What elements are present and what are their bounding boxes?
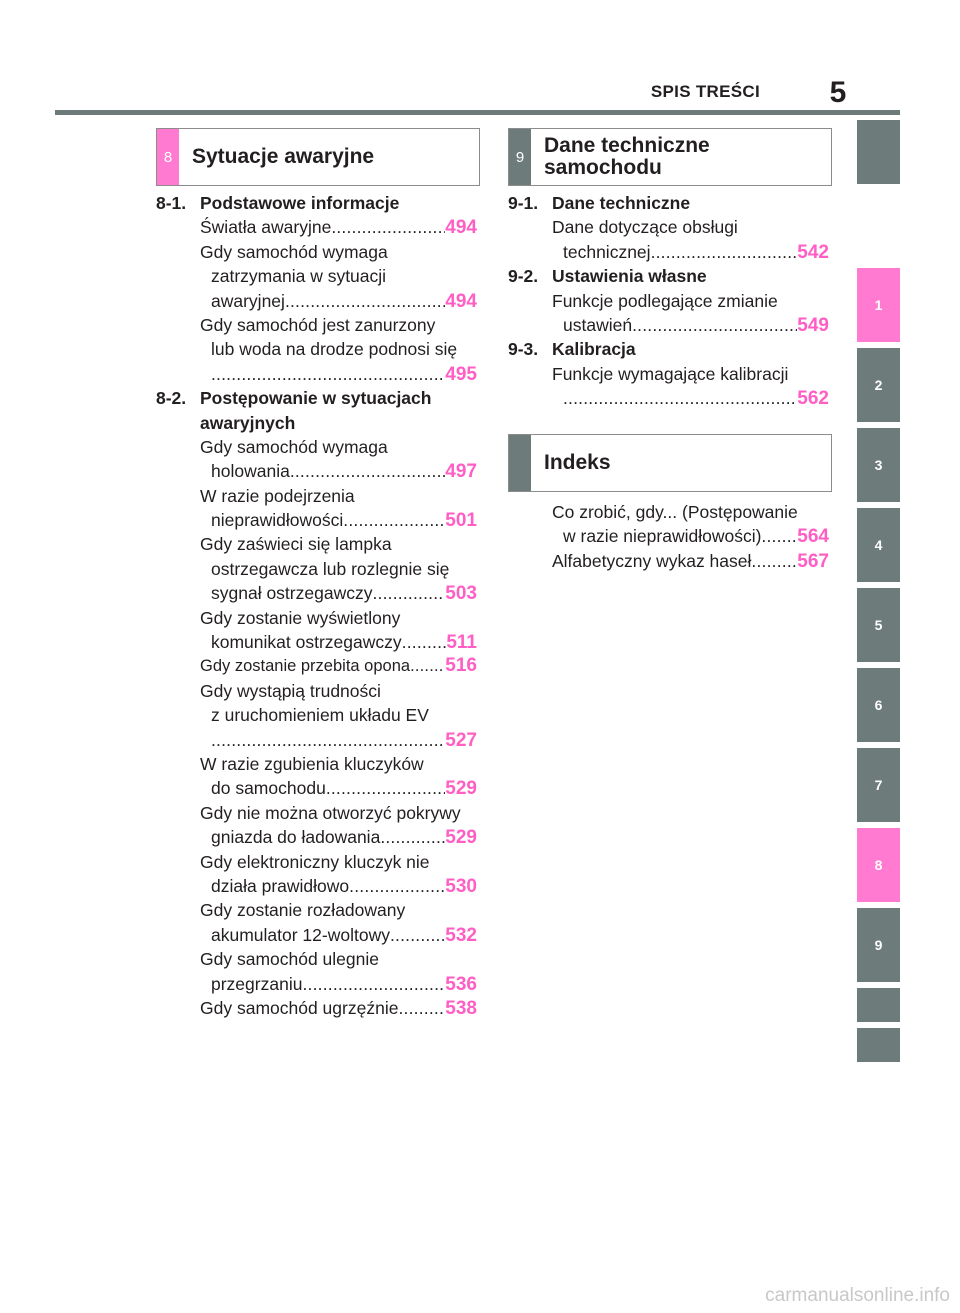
- toc-entry-line[interactable]: Gdy elektroniczny kluczyk nie: [200, 851, 430, 872]
- toc-entry-line[interactable]: Dane dotyczące obsługi: [552, 217, 738, 238]
- toc-entry[interactable]: holowania ..... 497: [156, 459, 477, 483]
- side-tab-6[interactable]: 6: [857, 668, 900, 742]
- side-tab-9[interactable]: 9: [857, 908, 900, 982]
- index-toc: [508, 500, 829, 573]
- toc-entry[interactable]: [156, 362, 477, 386]
- toc-subheading-number: 9-3.: [508, 339, 539, 360]
- page-ref[interactable]: 529: [445, 827, 477, 849]
- page-ref[interactable]: 562: [797, 388, 829, 410]
- side-tab-3[interactable]: 3: [857, 428, 900, 502]
- page-ref[interactable]: 549: [797, 314, 829, 336]
- toc-entry[interactable]: awaryjnej ..... 494: [156, 289, 477, 313]
- toc-entry[interactable]: ustawień ..... 549: [508, 313, 829, 337]
- toc-subheading-title: Podstawowe informacje: [200, 193, 400, 213]
- toc-entry[interactable]: gniazda do ładowania ..... 529: [156, 825, 477, 849]
- toc-entry-line[interactable]: Gdy zaświeci się lampka: [200, 534, 392, 555]
- toc-subheading[interactable]: [508, 264, 829, 288]
- toc-entry[interactable]: Gdy samochód ugrzęźnie ..... 538: [156, 996, 477, 1020]
- side-tab-4[interactable]: 4: [857, 508, 900, 582]
- toc-subheading-number: 9-1.: [508, 193, 539, 213]
- toc-entry[interactable]: komunikat ostrzegawczy ..... 511: [156, 630, 477, 654]
- toc-entry-line[interactable]: Gdy samochód jest zanurzony: [200, 314, 436, 335]
- toc-entry-line[interactable]: Gdy wystąpią trudności: [200, 680, 381, 701]
- toc-entry[interactable]: akumulator 12-woltowy ..... 532: [156, 923, 477, 947]
- toc-entry[interactable]: Alfabetyczny wykaz haseł ..... 567: [508, 549, 829, 573]
- side-tab-blank-1[interactable]: [857, 988, 900, 1022]
- index-tab: [509, 435, 531, 491]
- section-8-heading: [156, 128, 480, 186]
- toc-entry[interactable]: technicznej ..... 542: [508, 240, 829, 264]
- toc-entry[interactable]: Gdy zostanie przebita opona ..... 516: [156, 654, 477, 678]
- side-tab-7[interactable]: 7: [857, 748, 900, 822]
- toc-entry-line[interactable]: ostrzegawcza lub rozlegnie się: [211, 558, 450, 579]
- index-heading: [508, 434, 832, 492]
- page-ref[interactable]: 536: [445, 973, 477, 995]
- header-rule: [55, 110, 900, 115]
- toc-subheading[interactable]: [156, 386, 477, 410]
- toc-subheading[interactable]: [508, 191, 829, 215]
- section-9-toc: [508, 191, 829, 411]
- page-ref[interactable]: 494: [445, 217, 477, 239]
- toc-subheading-number: 8-1.: [156, 193, 187, 213]
- toc-entry-line[interactable]: Gdy zostanie wyświetlony: [200, 607, 401, 628]
- section-8-toc: [156, 191, 477, 1020]
- toc-entry[interactable]: do samochodu ..... 529: [156, 776, 477, 800]
- toc-entry-line[interactable]: Co zrobić, gdy... (Postępowanie: [552, 502, 798, 522]
- toc-entry-line[interactable]: z uruchomieniem układu EV: [211, 705, 429, 726]
- toc-subheading-title[interactable]: awaryjnych: [200, 412, 296, 433]
- toc-subheading-number: 8-2.: [156, 388, 187, 409]
- page-ref[interactable]: 497: [445, 461, 477, 483]
- page-number: 5: [829, 76, 847, 109]
- page-header-title: SPIS TREŚCI: [650, 82, 760, 101]
- toc-entry[interactable]: [156, 728, 477, 752]
- toc-subheading[interactable]: [156, 191, 477, 215]
- side-tab-8[interactable]: 8: [857, 828, 900, 902]
- page-ref[interactable]: 542: [797, 241, 829, 263]
- toc-entry-line[interactable]: Funkcje podlegające zmianie: [552, 290, 778, 311]
- section-9-tab: 9: [509, 129, 531, 185]
- toc-entry-line[interactable]: W razie podejrzenia: [200, 485, 355, 506]
- toc-entry[interactable]: nieprawidłowości ..... 501: [156, 508, 477, 532]
- toc-subheading[interactable]: [508, 337, 829, 361]
- section-9-title: Dane techniczne samochodu: [544, 134, 710, 179]
- page-ref[interactable]: 527: [445, 729, 477, 751]
- toc-subheading-title: Postępowanie w sytuacjach: [200, 388, 432, 409]
- page-ref[interactable]: 511: [446, 632, 477, 654]
- page-ref[interactable]: 494: [445, 290, 477, 312]
- toc-entry-line[interactable]: Gdy zostanie rozładowany: [200, 900, 406, 921]
- toc-entry-line[interactable]: lub woda na drodze podnosi się: [211, 339, 458, 360]
- section-8-title: Sytuacje awaryjne: [192, 145, 375, 168]
- toc-entry-line[interactable]: Gdy samochód ulegnie: [200, 949, 379, 970]
- toc-entry-line[interactable]: zatrzymania w sytuacji: [211, 266, 387, 287]
- toc-subheading-title: Ustawienia własne: [552, 266, 707, 287]
- page-ref[interactable]: 529: [445, 778, 477, 800]
- toc-subheading-title: Dane techniczne: [552, 193, 691, 213]
- page-ref[interactable]: 516: [445, 655, 477, 677]
- side-tab-1[interactable]: 1: [857, 268, 900, 342]
- page-ref[interactable]: 532: [445, 924, 477, 946]
- page-ref[interactable]: 538: [445, 997, 477, 1019]
- page-ref[interactable]: 567: [797, 550, 829, 572]
- page-ref[interactable]: 495: [445, 363, 477, 385]
- section-8-tab: 8: [157, 129, 179, 185]
- side-tab-blank-2[interactable]: [857, 1028, 900, 1062]
- page-ref[interactable]: 564: [797, 526, 829, 548]
- index-title: Indeks: [544, 451, 611, 474]
- toc-entry[interactable]: przegrzaniu ..... 536: [156, 972, 477, 996]
- toc-subheading-title: Kalibracja: [552, 339, 636, 360]
- toc-entry[interactable]: [508, 386, 829, 410]
- toc-entry-line[interactable]: Funkcje wymagające kalibracji: [552, 363, 789, 384]
- side-tab-5[interactable]: 5: [857, 588, 900, 662]
- page-ref[interactable]: 530: [445, 875, 477, 897]
- toc-entry[interactable]: Światła awaryjne ..... 494: [156, 215, 477, 239]
- toc-entry[interactable]: w razie nieprawidłowości) ..... 564: [508, 524, 829, 548]
- side-tab-blank-top[interactable]: [857, 120, 900, 184]
- side-tab-2[interactable]: 2: [857, 348, 900, 422]
- toc-entry-line[interactable]: W razie zgubienia kluczyków: [200, 753, 424, 774]
- toc-entry-line[interactable]: Gdy nie można otworzyć pokrywy: [200, 802, 461, 823]
- watermark: carmanualsonline.info: [765, 1285, 950, 1306]
- toc-entry-line[interactable]: Gdy samochód wymaga: [200, 436, 388, 457]
- toc-entry-line[interactable]: Gdy samochód wymaga: [200, 241, 388, 262]
- section-9-heading: [508, 128, 832, 186]
- page-ref[interactable]: 503: [445, 583, 477, 605]
- toc-subheading-number: 9-2.: [508, 266, 539, 287]
- toc-entry[interactable]: działa prawidłowo ..... 530: [156, 874, 477, 898]
- page-ref[interactable]: 501: [445, 510, 477, 532]
- toc-entry[interactable]: sygnał ostrzegawczy ..... 503: [156, 581, 477, 605]
